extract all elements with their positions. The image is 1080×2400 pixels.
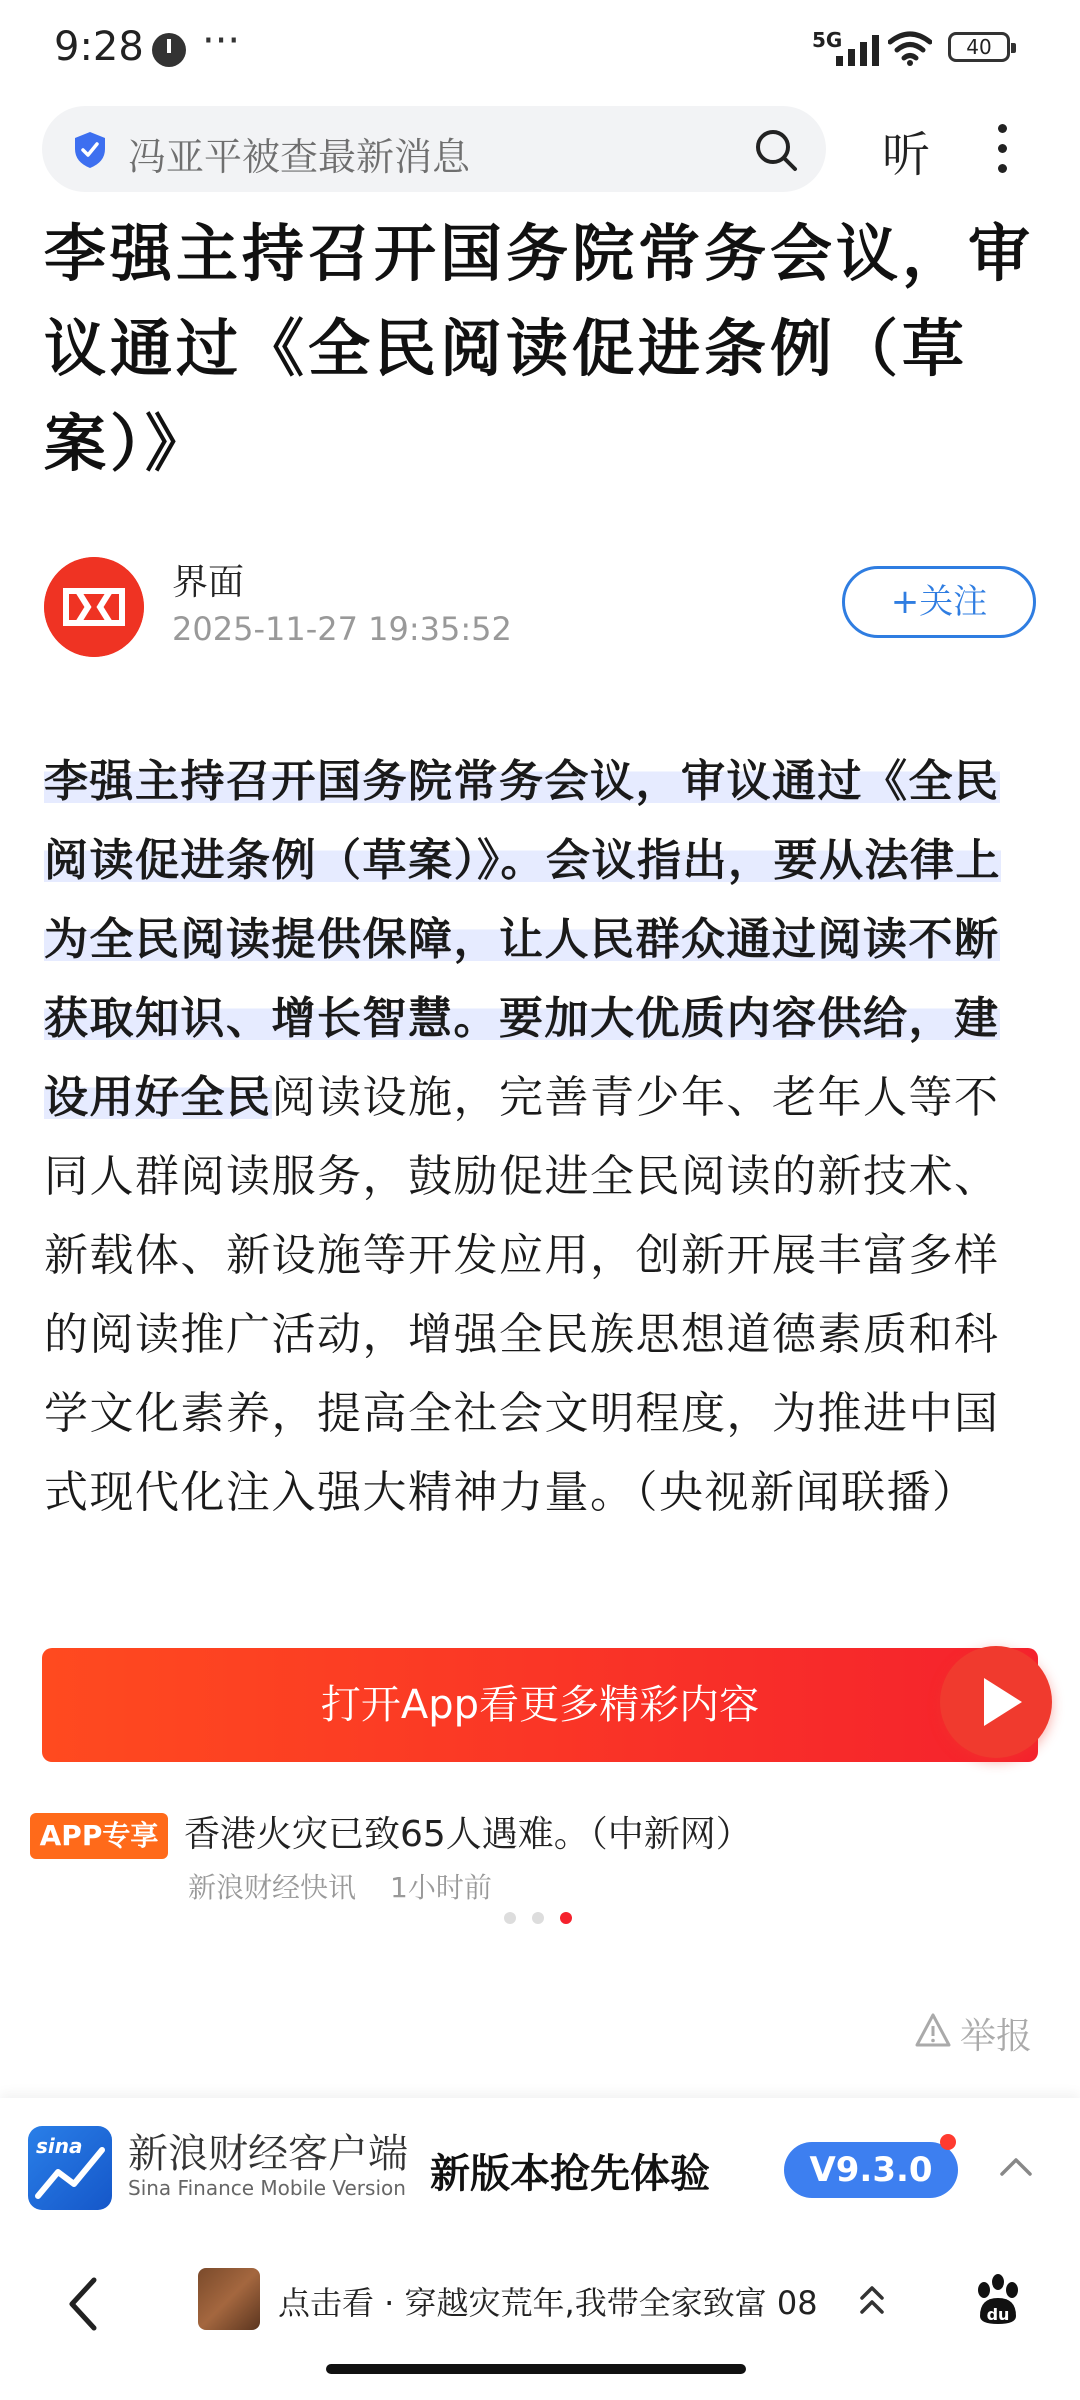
app-name: 新浪财经客户端 (128, 2131, 408, 2177)
shield-icon (72, 130, 108, 170)
app-promo-banner[interactable] (0, 2098, 1080, 2236)
body-text: 阅读设施，完善青少年、老年人等不同人群阅读服务，鼓励促进全民阅读的新技术、新载体、新设施等开发应用，创新开展丰富多样的阅读推广活动，增强全民族思想道德素质和科学文化素养，提高全社会文明程度，为推进中国式现代化注入强大精神力量。（央视新闻联播） (44, 1072, 1000, 1518)
open-app-button[interactable]: 打开App看更多精彩内容 (42, 1648, 1038, 1762)
double-chevron-up-icon[interactable] (858, 2282, 886, 2318)
app-exclusive-badge: APP专享 (30, 1813, 168, 1859)
highlighted-text: 李强主持召开国务院常务会议，审议通过《全民阅读促进条例（草案）》。会议指出，要从法律上为全民阅读提供保障，让人民群众通过阅读不断获取知识、增长智慧。要加大优质内容供给，建设用好全民 (44, 756, 1001, 1123)
follow-button[interactable]: +关注 (842, 566, 1036, 638)
baidu-paw-icon[interactable] (970, 2272, 1026, 2328)
page-dot (504, 1912, 516, 1924)
page-dot-active (560, 1912, 572, 1924)
ticker-age: 1小时前 (390, 1871, 492, 1904)
signal-icon (836, 34, 880, 66)
status-time: 9:28 (54, 24, 144, 70)
battery-indicator: 40 (948, 32, 1010, 62)
listen-button[interactable]: 听 (882, 127, 931, 183)
search-bar[interactable] (42, 106, 826, 192)
warning-icon (914, 2012, 952, 2048)
notification-dot (940, 2134, 956, 2150)
search-icon[interactable] (752, 126, 800, 174)
source-logo[interactable] (44, 557, 144, 657)
sina-logo-text: sina (36, 2134, 83, 2158)
sina-logo (28, 2126, 112, 2210)
article-body (44, 742, 1044, 1532)
home-indicator[interactable] (326, 2364, 746, 2374)
app-subtitle: Sina Finance Mobile Version (128, 2176, 406, 2200)
article-headline: 李强主持召开国务院常务会议，审议通过《全民阅读促进条例（草案）》 (44, 217, 1035, 480)
status-bar (0, 0, 1080, 100)
search-placeholder: 冯亚平被查最新消息 (128, 135, 471, 179)
network-type: 5G (812, 28, 843, 52)
chevron-up-icon[interactable] (998, 2154, 1034, 2178)
source-name[interactable]: 界面 (172, 562, 245, 603)
clock-icon (152, 33, 186, 67)
now-playing-thumbnail[interactable] (198, 2268, 260, 2330)
now-playing-title[interactable]: 点击看 · 穿越灾荒年,我带全家致富 08 (278, 2284, 818, 2322)
page-dot (532, 1912, 544, 1924)
back-icon[interactable] (64, 2274, 104, 2334)
svg-text:du: du (986, 2305, 1010, 2324)
report-link[interactable]: 举报 (960, 2016, 1033, 2057)
bottom-nav (0, 2236, 1080, 2400)
more-options-icon[interactable] (992, 114, 1012, 184)
carousel-page-dots (504, 1912, 574, 1926)
ticker-source: 新浪财经快讯 (188, 1871, 357, 1904)
wifi-icon (888, 30, 932, 66)
promo-text: 新版本抢先体验 (430, 2151, 710, 2197)
status-more-dots: ··· (202, 18, 241, 64)
ticker-headline[interactable]: 香港火灾已致65人遇难。（中新网） (184, 1814, 752, 1855)
version-button[interactable]: V9.3.0 (784, 2142, 958, 2198)
publish-time: 2025-11-27 19:35:52 (172, 610, 512, 648)
play-icon[interactable] (940, 1646, 1052, 1758)
